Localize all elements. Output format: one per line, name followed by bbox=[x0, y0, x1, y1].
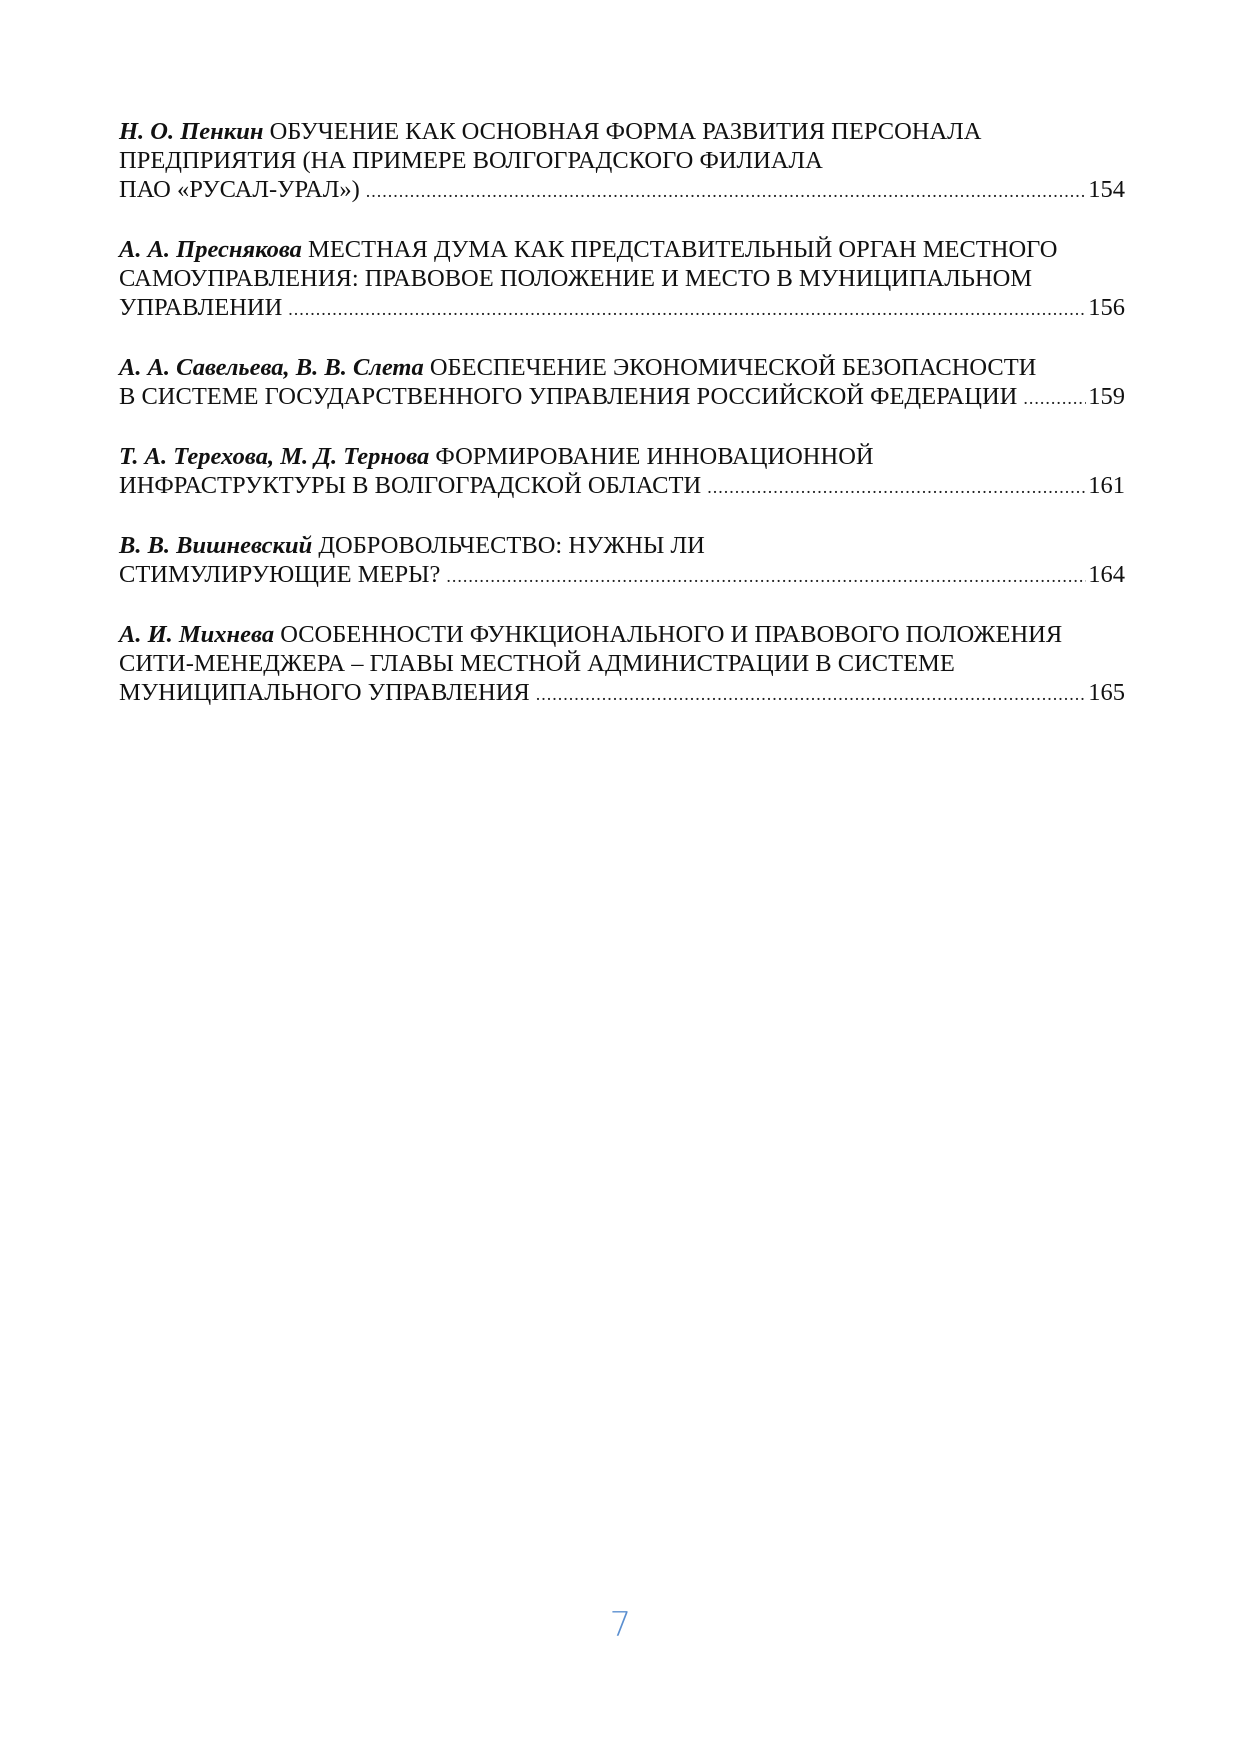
toc-entry-title-line: ФОРМИРОВАНИЕ ИННОВАЦИОННОЙ bbox=[435, 443, 874, 470]
toc-entry-first-line bbox=[119, 442, 1125, 471]
toc-entry-last-line bbox=[119, 678, 1125, 709]
dot-leader bbox=[366, 177, 1087, 206]
toc-entry-title-line: ПАО «РУСАЛ-УРАЛ») bbox=[119, 176, 360, 203]
toc-entry-last-line bbox=[119, 471, 1125, 502]
toc-entry[interactable] bbox=[119, 442, 1125, 502]
toc-entry-title-line: УПРАВЛЕНИИ bbox=[119, 294, 283, 321]
toc-entry-page: 161 bbox=[1088, 472, 1125, 499]
toc-entry-authors: Н. О. Пенкин bbox=[119, 118, 264, 145]
toc-entry-page: 156 bbox=[1088, 294, 1125, 321]
page-number: 7 bbox=[609, 1605, 632, 1645]
toc-entry-first-line bbox=[119, 353, 1125, 382]
toc-entry-authors: Т. А. Терехова, М. Д. Тернова bbox=[119, 443, 430, 470]
toc-entry-last-line bbox=[119, 382, 1125, 413]
toc-entry-authors: А. А. Преснякова bbox=[119, 236, 302, 263]
dot-leader bbox=[446, 562, 1086, 591]
dot-leader bbox=[1023, 384, 1086, 413]
toc-entry[interactable] bbox=[119, 620, 1125, 709]
toc-entry-title-line: СИТИ-МЕНЕДЖЕРА – ГЛАВЫ МЕСТНОЙ АДМИНИСТРАЦИИ В СИСТЕМЕ bbox=[119, 650, 955, 677]
toc-entry-first-line bbox=[119, 235, 1125, 264]
toc-entry-title-line: ИНФРАСТРУКТУРЫ В ВОЛГОГРАДСКОЙ ОБЛАСТИ bbox=[119, 472, 702, 499]
toc-entry[interactable] bbox=[119, 235, 1125, 324]
toc-entry-title-line: ОСОБЕННОСТИ ФУНКЦИОНАЛЬНОГО И ПРАВОВОГО ПОЛОЖЕНИЯ bbox=[280, 621, 1063, 648]
toc-entry[interactable] bbox=[119, 531, 1125, 591]
toc-entry-first-line bbox=[119, 117, 1125, 146]
toc-entry[interactable] bbox=[119, 353, 1125, 413]
toc-entry-title-line: ОБЕСПЕЧЕНИЕ ЭКОНОМИЧЕСКОЙ БЕЗОПАСНОСТИ bbox=[429, 354, 1037, 381]
toc-entry-page: 154 bbox=[1088, 176, 1125, 203]
toc-entry-title-line: СТИМУЛИРУЮЩИЕ МЕРЫ? bbox=[119, 561, 441, 588]
toc-entry-authors: А. А. Савельева, В. В. Слета bbox=[119, 354, 424, 381]
dot-leader bbox=[536, 680, 1087, 709]
toc-entry-last-line bbox=[119, 175, 1125, 206]
dot-leader bbox=[288, 295, 1086, 324]
toc-entry-page: 165 bbox=[1088, 679, 1125, 706]
toc-entry-title-line: ОБУЧЕНИЕ КАК ОСНОВНАЯ ФОРМА РАЗВИТИЯ ПЕРСОНАЛА bbox=[269, 118, 982, 145]
toc-entry-authors: В. В. Вишневский bbox=[119, 532, 313, 559]
toc-entry-title-line: В СИСТЕМЕ ГОСУДАРСТВЕННОГО УПРАВЛЕНИЯ РОССИЙСКОЙ ФЕДЕРАЦИИ bbox=[119, 383, 1018, 410]
toc-entry-last-line bbox=[119, 560, 1125, 591]
dot-leader bbox=[707, 473, 1086, 502]
toc-entry-authors: А. И. Михнева bbox=[119, 621, 275, 648]
toc-entry[interactable] bbox=[119, 117, 1125, 206]
toc-entry-first-line bbox=[119, 620, 1125, 649]
toc-entry-title-line: МЕСТНАЯ ДУМА КАК ПРЕДСТАВИТЕЛЬНЫЙ ОРГАН МЕСТНОГО bbox=[308, 236, 1058, 263]
toc-entry-first-line bbox=[119, 531, 1125, 560]
toc-entry-title-line: ПРЕДПРИЯТИЯ (НА ПРИМЕРЕ ВОЛГОГРАДСКОГО ФИЛИАЛА bbox=[119, 147, 823, 174]
table-of-contents bbox=[119, 117, 1125, 738]
toc-entry-page: 164 bbox=[1088, 561, 1125, 588]
toc-entry-title-line: МУНИЦИПАЛЬНОГО УПРАВЛЕНИЯ bbox=[119, 679, 530, 706]
toc-entry-title-line: САМОУПРАВЛЕНИЯ: ПРАВОВОЕ ПОЛОЖЕНИЕ И МЕСТО В МУНИЦИПАЛЬНОМ bbox=[119, 265, 1033, 292]
toc-entry-page: 159 bbox=[1088, 383, 1125, 410]
toc-entry-last-line bbox=[119, 293, 1125, 324]
toc-entry-title-line: ДОБРОВОЛЬЧЕСТВО: НУЖНЫ ЛИ bbox=[318, 532, 705, 559]
